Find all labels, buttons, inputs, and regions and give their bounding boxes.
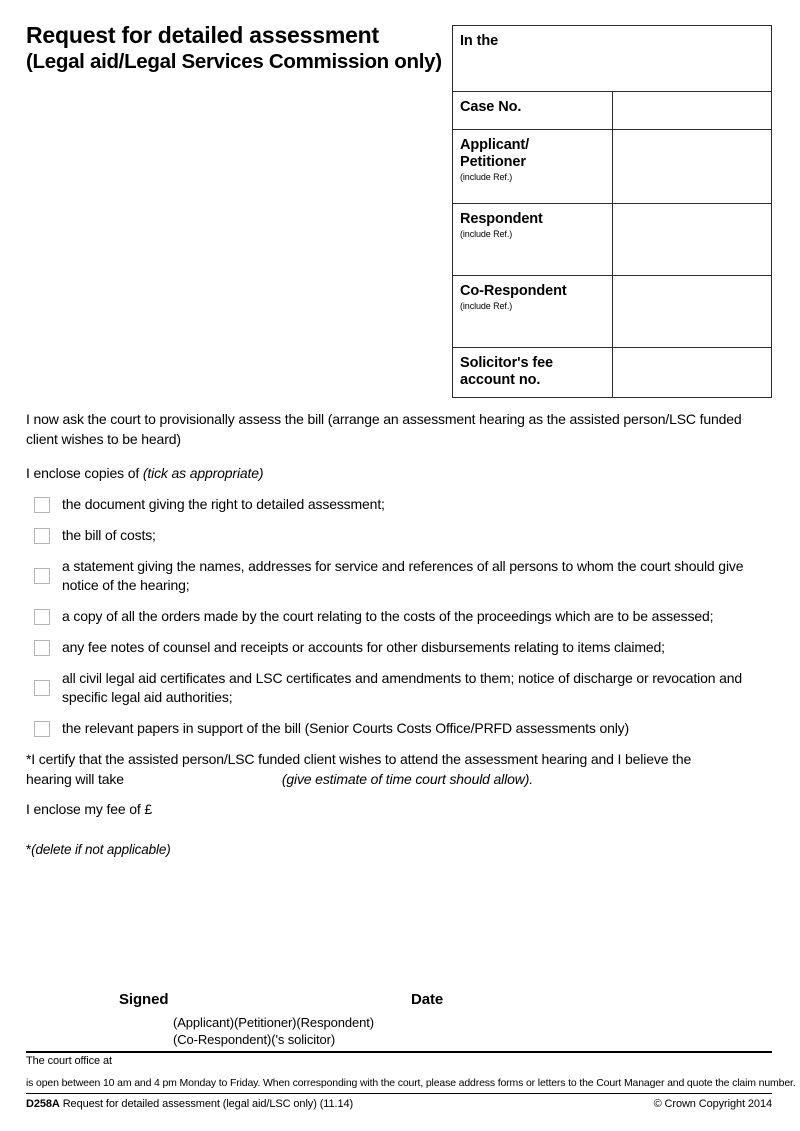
signed-label: Signed [119, 991, 169, 1008]
table-row-solicitor-fee [453, 348, 772, 398]
list-item[interactable] [34, 557, 764, 595]
solicitor-fee-input-cell[interactable] [612, 348, 772, 398]
case-details-table [452, 25, 772, 398]
list-item[interactable] [34, 495, 764, 514]
corespondent-include-ref: (include Ref.) [460, 301, 513, 311]
intro-paragraph: I now ask the court to provisionally assess the bill (arrange an assessment hearing as the assisted person/LSC funded client wishes to be heard) [26, 411, 742, 447]
list-item[interactable] [34, 526, 764, 545]
list-item[interactable] [34, 638, 764, 657]
list-item[interactable] [34, 669, 764, 707]
in-the-label: In the [460, 33, 499, 49]
checkbox-label: all civil legal aid certificates and LSC certificates and amendments to them; notice of discharge or revocation and specific legal aid authorities; [62, 670, 743, 705]
delete-if-not-applicable-note [26, 842, 171, 857]
solicitor-fee-label-cell [453, 348, 613, 398]
signatory-roles-line2: (Co-Respondent)('s solicitor) [173, 1032, 336, 1047]
case-no-label-cell [453, 92, 613, 130]
table-row-applicant [453, 130, 772, 204]
certification-statement [26, 749, 746, 789]
case-no-label: Case No. [460, 99, 522, 115]
court-opening-hours: is open between 10 am and 4 pm Monday to Friday. When corresponding with the court, please address forms or letters to the Court Manager and quote the claim number. [26, 1077, 796, 1089]
signatory-roles [173, 1014, 374, 1048]
delete-note-text: (delete if not applicable) [31, 842, 171, 857]
solicitor-fee-label-line1: Solicitor's fee [460, 355, 554, 371]
copyright-notice: © Crown Copyright 2014 [653, 1098, 772, 1110]
applicant-input-cell[interactable] [612, 130, 772, 204]
checkbox-label: a statement giving the names, addresses for service and references of all persons to whom the court should give notice of the hearing; [62, 558, 744, 593]
corespondent-label-cell [453, 276, 613, 348]
footer-divider-top [26, 1051, 772, 1053]
applicant-label-line1: Applicant/ [460, 137, 530, 153]
respondent-label-cell [453, 204, 613, 276]
title-primary: Request for detailed assessment [26, 22, 379, 48]
title-secondary: (Legal aid/Legal Services Commission only) [26, 50, 442, 73]
form-code-line [26, 1098, 353, 1110]
in-the-cell[interactable] [453, 26, 772, 92]
list-item[interactable] [34, 719, 764, 738]
form-code: D258A [26, 1098, 60, 1110]
checkbox-label: the relevant papers in support of the bill (Senior Courts Costs Office/PRFD assessments only) [62, 720, 630, 736]
tick-as-appropriate-note: (tick as appropriate) [142, 465, 264, 481]
checkbox-icon[interactable] [34, 568, 50, 584]
enclose-copies-heading [26, 464, 263, 483]
checkbox-label: any fee notes of counsel and receipts or accounts for other disbursements relating to items claimed; [62, 639, 665, 655]
checkbox-icon[interactable] [34, 497, 50, 513]
table-row-respondent [453, 204, 772, 276]
checkbox-icon[interactable] [34, 609, 50, 625]
respondent-label: Respondent [460, 211, 543, 227]
applicant-include-ref: (include Ref.) [460, 172, 513, 182]
certify-line-1: *I certify that the assisted person/LSC funded client wishes to attend the assessment hearing and I believe the [26, 751, 692, 767]
checkbox-label: a copy of all the orders made by the court relating to the costs of the proceedings which are to be assessed; [62, 608, 714, 624]
table-row-corespondent [453, 276, 772, 348]
checkbox-label: the bill of costs; [62, 527, 156, 543]
checkbox-icon[interactable] [34, 721, 50, 737]
case-no-input-cell[interactable] [612, 92, 772, 130]
checkbox-icon[interactable] [34, 640, 50, 656]
asterisk-marker: * [26, 842, 32, 857]
footer-divider-bottom [26, 1093, 772, 1094]
checkbox-label: the document giving the right to detailed assessment; [62, 496, 385, 512]
table-row-in-the [453, 26, 772, 92]
table-row-case-no [453, 92, 772, 130]
signatory-roles-line1: (Applicant)(Petitioner)(Respondent) [173, 1015, 374, 1030]
checkbox-icon[interactable] [34, 528, 50, 544]
certify-line-2-prefix: hearing will take [26, 771, 124, 787]
page-title [26, 22, 446, 74]
respondent-include-ref: (include Ref.) [460, 229, 513, 239]
respondent-input-cell[interactable] [612, 204, 772, 276]
enclosures-checklist [34, 495, 764, 750]
court-office-label: The court office at [26, 1055, 112, 1067]
fee-enclosed-line[interactable]: I enclose my fee of £ [26, 801, 153, 817]
applicant-label-line2: Petitioner [460, 154, 526, 170]
applicant-label-cell [453, 130, 613, 204]
date-label: Date [411, 991, 444, 1008]
checkbox-icon[interactable] [34, 680, 50, 696]
corespondent-label: Co-Respondent [460, 283, 567, 299]
time-estimate-note: (give estimate of time court should allow). [281, 771, 533, 787]
corespondent-input-cell[interactable] [612, 276, 772, 348]
form-description: Request for detailed assessment (legal aid/LSC only) (11.14) [59, 1098, 354, 1110]
list-item[interactable] [34, 607, 764, 626]
solicitor-fee-label-line2: account no. [460, 372, 541, 388]
enclose-copies-prefix: I enclose copies of [26, 465, 143, 481]
